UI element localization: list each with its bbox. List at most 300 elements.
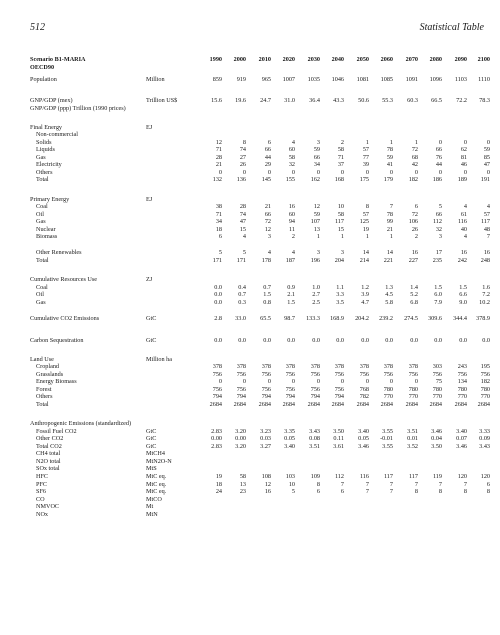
value-cell: 204: [334, 257, 344, 264]
value-cell: 3.3: [336, 291, 344, 298]
value-cell: 2: [291, 233, 295, 240]
value-cell: 77: [362, 154, 369, 161]
value-cell: 3.40: [358, 428, 369, 435]
value-cell: 3: [316, 139, 320, 146]
value-cell: 10: [337, 203, 344, 210]
value-cell: 2: [340, 139, 344, 146]
value-cell: 28: [215, 154, 222, 161]
value-cell: 1.5: [434, 284, 442, 291]
row-label: GNP/GDP (mex): [30, 97, 73, 104]
row-label: Final Energy: [30, 124, 63, 131]
value-cell: 1035: [307, 76, 320, 83]
value-cell: 10: [288, 481, 295, 488]
value-cell: 1110: [478, 76, 490, 83]
value-cell: 2.7: [312, 291, 320, 298]
value-cell: 0.0: [214, 299, 222, 306]
value-cell: 72: [411, 146, 418, 153]
value-cell: 248: [480, 257, 490, 264]
row-label: Grasslands: [36, 371, 64, 378]
value-cell: 0.09: [479, 435, 490, 442]
value-cell: 0: [267, 169, 271, 176]
value-cell: 75: [435, 378, 442, 385]
value-cell: 116: [359, 473, 369, 480]
value-cell: 0.0: [214, 291, 222, 298]
value-cell: 756: [261, 386, 271, 393]
value-cell: 4.7: [361, 299, 369, 306]
row-unit: MtC eq.: [146, 488, 167, 495]
value-cell: 756: [236, 386, 246, 393]
value-cell: 756: [383, 371, 393, 378]
value-cell: 116: [457, 218, 467, 225]
value-cell: 0: [414, 169, 418, 176]
value-cell: 3.50: [431, 443, 442, 450]
value-cell: 0: [316, 378, 320, 385]
value-cell: 4: [463, 233, 467, 240]
table-row: [0, 249, 500, 257]
value-cell: 4: [463, 203, 467, 210]
value-cell: 42: [411, 161, 418, 168]
value-cell: 378: [285, 363, 295, 370]
value-cell: 3.46: [456, 443, 467, 450]
value-cell: 41: [386, 161, 393, 168]
row-label: Other CO2: [36, 435, 64, 442]
value-cell: 770: [432, 393, 442, 400]
table-row: [0, 420, 500, 428]
value-cell: 0.0: [459, 337, 467, 344]
value-cell: 8: [463, 488, 467, 495]
value-cell: 0: [340, 169, 344, 176]
value-cell: 26: [411, 226, 418, 233]
value-cell: 3.40: [456, 428, 467, 435]
value-cell: 0.0: [336, 337, 344, 344]
value-cell: 171: [212, 257, 222, 264]
value-cell: 34: [215, 218, 222, 225]
value-cell: 39: [362, 161, 369, 168]
value-cell: 17: [435, 249, 442, 256]
row-label: Biomass: [36, 233, 58, 240]
value-cell: 62: [460, 146, 467, 153]
value-cell: 756: [261, 371, 271, 378]
value-cell: 29: [264, 161, 271, 168]
value-cell: 756: [310, 371, 320, 378]
value-cell: 189: [457, 176, 467, 183]
value-cell: 19: [215, 473, 222, 480]
table-row: [0, 291, 500, 299]
value-cell: 0.7: [238, 291, 246, 298]
value-cell: 5.8: [385, 299, 393, 306]
value-cell: 136: [236, 176, 246, 183]
value-cell: 12: [313, 203, 320, 210]
value-cell: 7: [463, 481, 467, 488]
value-cell: 24: [215, 488, 222, 495]
value-cell: 23: [239, 488, 246, 495]
value-cell: 186: [432, 176, 442, 183]
row-unit: GtC: [146, 337, 157, 344]
value-cell: 4.5: [385, 291, 393, 298]
value-cell: 0.05: [358, 435, 369, 442]
value-cell: 21: [215, 161, 222, 168]
value-cell: 3.55: [382, 443, 393, 450]
value-cell: 204.2: [355, 315, 369, 322]
value-cell: 40: [460, 226, 467, 233]
value-cell: 780: [408, 386, 418, 393]
year-header-cell: 1990: [209, 56, 222, 63]
row-unit: ZJ: [146, 276, 153, 283]
year-header-cell: 2090: [454, 56, 467, 63]
value-cell: 33.0: [235, 315, 246, 322]
value-cell: 72: [411, 211, 418, 218]
value-cell: 2684: [405, 401, 418, 408]
value-cell: 175: [359, 176, 369, 183]
row-unit: MtS: [146, 465, 157, 472]
row-unit: GtC: [146, 443, 157, 450]
value-cell: 0: [218, 378, 222, 385]
value-cell: 0.03: [260, 435, 271, 442]
table-row: [0, 401, 500, 409]
value-cell: 780: [383, 386, 393, 393]
row-label: Energy Biomass: [36, 378, 77, 385]
row-label: N2O total: [36, 458, 61, 465]
region-title: OECD90: [30, 64, 55, 71]
value-cell: 7.2: [482, 291, 490, 298]
value-cell: 66: [264, 146, 271, 153]
value-cell: 58: [288, 154, 295, 161]
row-label: Liquids: [36, 146, 55, 153]
value-cell: 756: [457, 371, 467, 378]
row-unit: Trillion US$: [146, 97, 178, 104]
value-cell: 195: [480, 363, 490, 370]
value-cell: 0: [365, 169, 369, 176]
year-header-cell: 2080: [429, 56, 442, 63]
value-cell: 2684: [477, 401, 490, 408]
value-cell: 18: [215, 481, 222, 488]
value-cell: 16: [483, 249, 490, 256]
table-row: [0, 203, 500, 211]
value-cell: 99: [386, 218, 393, 225]
value-cell: 182: [480, 378, 490, 385]
row-label: SF6: [36, 488, 46, 495]
value-cell: 6: [340, 488, 344, 495]
row-unit: MtCH4: [146, 450, 165, 457]
year-header-cell: 2040: [331, 56, 344, 63]
value-cell: 770: [383, 393, 393, 400]
value-cell: 94: [288, 218, 295, 225]
value-cell: 214: [359, 257, 369, 264]
value-cell: 243: [457, 363, 467, 370]
value-cell: 78: [386, 146, 393, 153]
value-cell: 0.01: [407, 435, 418, 442]
value-cell: 780: [480, 386, 490, 393]
value-cell: 72: [264, 218, 271, 225]
value-cell: 11: [289, 226, 295, 233]
value-cell: 6: [267, 139, 271, 146]
value-cell: 3.52: [407, 443, 418, 450]
value-cell: 13: [239, 481, 246, 488]
table-row: [0, 503, 500, 511]
row-unit: MtN: [146, 511, 158, 518]
row-unit: Million ha: [146, 356, 172, 363]
value-cell: 3.46: [431, 428, 442, 435]
value-cell: 0.4: [238, 284, 246, 291]
table-row: [0, 337, 500, 345]
row-label: Anthropogenic Emissions (standardized): [30, 420, 132, 427]
value-cell: 1.6: [482, 284, 490, 291]
row-label: Cumulative CO2 Emissions: [30, 315, 100, 322]
row-label: Total CO2: [36, 443, 62, 450]
table-row: [0, 488, 500, 496]
value-cell: 107: [310, 218, 320, 225]
value-cell: 21: [264, 203, 271, 210]
table-row: [0, 176, 500, 184]
value-cell: 235: [432, 257, 442, 264]
value-cell: 4: [291, 139, 295, 146]
value-cell: 31.0: [284, 97, 295, 104]
value-cell: 12: [215, 139, 222, 146]
value-cell: 191: [480, 176, 490, 183]
table-row: [0, 233, 500, 241]
value-cell: 378: [261, 363, 271, 370]
row-label: Others: [36, 393, 53, 400]
row-unit: Mt: [146, 503, 154, 510]
value-cell: 2684: [209, 401, 222, 408]
value-cell: 85: [483, 154, 490, 161]
value-cell: 1.0: [312, 284, 320, 291]
value-cell: 3: [340, 249, 344, 256]
value-cell: 378.9: [476, 315, 490, 322]
row-label: SOx total: [36, 465, 60, 472]
value-cell: 7: [365, 481, 369, 488]
row-unit: EJ: [146, 196, 153, 203]
value-cell: 0: [438, 139, 442, 146]
table-row: [0, 378, 500, 386]
value-cell: 0.00: [235, 435, 246, 442]
value-cell: 0.07: [456, 435, 467, 442]
value-cell: 0.0: [385, 337, 393, 344]
value-cell: 3.9: [361, 291, 369, 298]
value-cell: 0: [291, 378, 295, 385]
value-cell: 0: [340, 378, 344, 385]
value-cell: 3.46: [358, 443, 369, 450]
row-label: Land Use: [30, 356, 54, 363]
table-row: [0, 465, 500, 473]
value-cell: 187: [285, 257, 295, 264]
row-label: Primary Energy: [30, 196, 70, 203]
scenario-title: Scenario B1-MARIA: [30, 56, 86, 63]
value-cell: 3.5: [336, 299, 344, 306]
value-cell: 794: [310, 393, 320, 400]
value-cell: 1081: [356, 76, 369, 83]
table-row: [0, 299, 500, 307]
row-label: Other Renewables: [36, 249, 82, 256]
value-cell: 78.3: [479, 97, 490, 104]
table-row: [0, 450, 500, 458]
value-cell: 61: [460, 211, 467, 218]
value-cell: 16: [264, 488, 271, 495]
value-cell: 378: [212, 363, 222, 370]
value-cell: 8: [365, 203, 369, 210]
value-cell: 12: [264, 481, 271, 488]
value-cell: 72.2: [456, 97, 467, 104]
value-cell: 3: [316, 249, 320, 256]
value-cell: 5.2: [410, 291, 418, 298]
value-cell: 7: [389, 203, 393, 210]
value-cell: 0: [438, 169, 442, 176]
value-cell: 36.4: [309, 97, 320, 104]
value-cell: 780: [432, 386, 442, 393]
value-cell: 780: [457, 386, 467, 393]
table-row: [0, 435, 500, 443]
value-cell: 46: [460, 161, 467, 168]
row-label: Cropland: [36, 363, 60, 370]
value-cell: 4: [486, 203, 490, 210]
value-cell: 71: [337, 154, 344, 161]
value-cell: 0.0: [214, 337, 222, 344]
year-header-cell: 2070: [405, 56, 418, 63]
value-cell: 0.00: [211, 435, 222, 442]
value-cell: 8: [414, 488, 418, 495]
value-cell: 14: [362, 249, 369, 256]
value-cell: 2.1: [287, 291, 295, 298]
value-cell: 0.0: [361, 337, 369, 344]
value-cell: 2684: [380, 401, 393, 408]
value-cell: 1.1: [336, 284, 344, 291]
value-cell: 5: [291, 488, 295, 495]
value-cell: 7: [486, 233, 490, 240]
row-unit: GtC: [146, 428, 157, 435]
value-cell: 770: [408, 393, 418, 400]
value-cell: 2.83: [211, 443, 222, 450]
value-cell: 0.0: [238, 337, 246, 344]
value-cell: 1: [365, 233, 369, 240]
value-cell: 0.0: [263, 337, 271, 344]
value-cell: 50.6: [358, 97, 369, 104]
value-cell: 0.0: [312, 337, 320, 344]
value-cell: 0.0: [410, 337, 418, 344]
value-cell: 1091: [405, 76, 418, 83]
value-cell: 6.8: [410, 299, 418, 306]
value-cell: 3.40: [284, 443, 295, 450]
value-cell: 60: [288, 146, 295, 153]
value-cell: 117: [408, 473, 418, 480]
value-cell: 2684: [307, 401, 320, 408]
table-header-row: [0, 56, 500, 64]
value-cell: 1.5: [263, 291, 271, 298]
value-cell: 0: [291, 169, 295, 176]
value-cell: 38: [215, 203, 222, 210]
value-cell: 3: [267, 233, 271, 240]
value-cell: 965: [261, 76, 271, 83]
table-row: [0, 105, 500, 113]
value-cell: 98.7: [284, 315, 295, 322]
value-cell: 6: [316, 488, 320, 495]
value-cell: 0: [267, 378, 271, 385]
value-cell: 117: [480, 218, 490, 225]
row-label: Total: [36, 401, 49, 408]
row-label: Gas: [36, 154, 46, 161]
value-cell: 756: [310, 386, 320, 393]
value-cell: 2.8: [214, 315, 222, 322]
row-label: Others: [36, 169, 53, 176]
value-cell: 756: [236, 371, 246, 378]
value-cell: 2.83: [211, 428, 222, 435]
value-cell: 3.55: [382, 428, 393, 435]
row-label: Carbon Sequestration: [30, 337, 84, 344]
value-cell: 55.3: [382, 97, 393, 104]
value-cell: 5: [218, 249, 222, 256]
row-label: Coal: [36, 284, 48, 291]
value-cell: 66: [264, 211, 271, 218]
value-cell: 3.33: [479, 428, 490, 435]
value-cell: 1103: [454, 76, 467, 83]
row-label: NOx: [36, 511, 49, 518]
row-label: Oil: [36, 291, 44, 298]
value-cell: 68: [411, 154, 418, 161]
row-label: Electricity: [36, 161, 62, 168]
value-cell: 59: [483, 146, 490, 153]
value-cell: 3.51: [309, 443, 320, 450]
value-cell: 0: [218, 169, 222, 176]
value-cell: 7: [365, 488, 369, 495]
value-cell: 1007: [282, 76, 295, 83]
value-cell: 182: [408, 176, 418, 183]
value-cell: 117: [334, 218, 344, 225]
value-cell: 16: [288, 203, 295, 210]
value-cell: 1096: [429, 76, 442, 83]
value-cell: 7: [438, 481, 442, 488]
value-cell: 6: [218, 233, 222, 240]
value-cell: 6.6: [459, 291, 467, 298]
value-cell: 81: [460, 154, 467, 161]
row-unit: EJ: [146, 124, 153, 131]
value-cell: 378: [359, 363, 369, 370]
value-cell: 3.51: [407, 428, 418, 435]
value-cell: 12: [264, 226, 271, 233]
value-cell: 2684: [429, 401, 442, 408]
value-cell: 756: [285, 371, 295, 378]
value-cell: 1.4: [410, 284, 418, 291]
value-cell: 16: [460, 249, 467, 256]
value-cell: 1.5: [459, 284, 467, 291]
row-unit: Million: [146, 76, 165, 83]
value-cell: 782: [359, 393, 369, 400]
value-cell: 6: [486, 481, 490, 488]
value-cell: 2684: [454, 401, 467, 408]
value-cell: 0.0: [214, 284, 222, 291]
value-cell: 162: [310, 176, 320, 183]
value-cell: 378: [408, 363, 418, 370]
value-cell: 44: [435, 161, 442, 168]
row-label: HFC: [36, 473, 49, 480]
value-cell: 344.4: [453, 315, 467, 322]
value-cell: 274.5: [404, 315, 418, 322]
value-cell: 60.3: [407, 97, 418, 104]
value-cell: 21: [386, 226, 393, 233]
value-cell: 1: [414, 139, 418, 146]
page-header: [0, 22, 500, 38]
value-cell: 4: [267, 249, 271, 256]
row-label: NMVOC: [36, 503, 60, 510]
value-cell: 794: [285, 393, 295, 400]
value-cell: 74: [239, 211, 246, 218]
value-cell: 66.5: [431, 97, 442, 104]
row-unit: MtCO: [146, 496, 162, 503]
value-cell: 756: [334, 386, 344, 393]
value-cell: 133.3: [306, 315, 320, 322]
year-header-cell: 2100: [477, 56, 490, 63]
value-cell: 239.2: [379, 315, 393, 322]
value-cell: 58: [337, 211, 344, 218]
value-cell: 756: [359, 371, 369, 378]
